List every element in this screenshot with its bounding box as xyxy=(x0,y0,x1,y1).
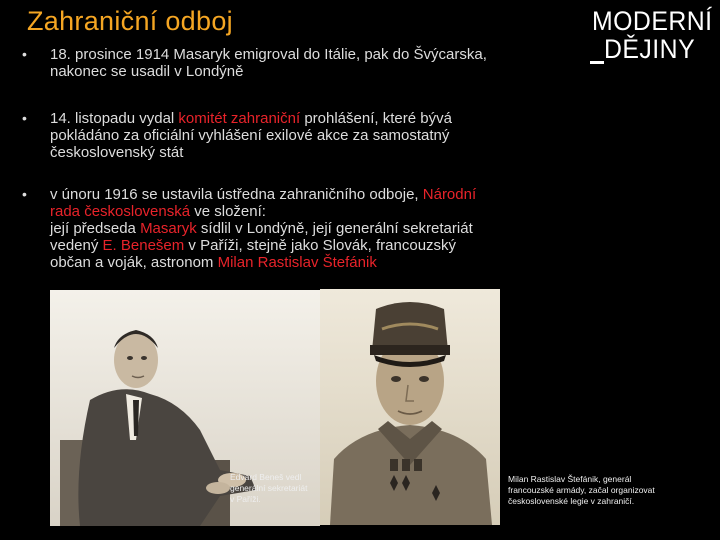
bullet-text-2 xyxy=(50,110,580,161)
slide-title: Zahraniční odboj xyxy=(27,6,233,36)
stefanik-photo xyxy=(320,289,500,525)
highlighted-text: Masaryk xyxy=(140,220,197,237)
bullet-marker-1: • xyxy=(22,46,27,62)
highlighted-text: rada československá xyxy=(50,203,191,220)
bullet-text-3 xyxy=(50,186,580,271)
body-text: 14. listopadu vydal xyxy=(50,110,179,127)
body-text: její předseda xyxy=(50,220,141,237)
moderni-dejiny-logo xyxy=(590,8,718,68)
highlighted-text: Národní xyxy=(422,186,477,203)
benes-caption: Edvard Beneš vedl generální sekretariát v Paříži. xyxy=(230,472,308,504)
body-text: ve složení: xyxy=(190,203,266,220)
bullet-marker-3: • xyxy=(22,186,27,202)
body-text: 18. prosince 1914 Masaryk emigroval do Itálie, pak do Švýcarska, xyxy=(50,46,487,63)
stefanik-caption: Milan Rastislav Štefánik, generál francouzské armády, začal organizovat československé legie v zahraničí. xyxy=(508,474,655,506)
body-text: sídlil v Londýně, její generální sekretariát xyxy=(196,220,473,237)
logo-line-1: MODERNÍ xyxy=(592,6,713,36)
body-text: pokládáno za oficiální vyhlášení exilové akce za samostatný xyxy=(50,127,450,144)
body-text: v Paříži, stejně jako Slovák, francouzský xyxy=(184,237,457,254)
body-text: vedený xyxy=(50,237,103,254)
body-text: nakonec se usadil v Londýně xyxy=(50,63,244,80)
logo-dash xyxy=(590,61,604,64)
logo-line-2: DĚJINY xyxy=(604,34,696,64)
highlighted-text: Milan Rastislav Štefánik xyxy=(217,254,377,271)
highlighted-text: komitét zahraniční xyxy=(178,110,301,127)
body-text: občan a voják, astronom xyxy=(50,254,218,271)
stefanik-portrait-illustration xyxy=(320,289,500,525)
bullet-text-1 xyxy=(50,46,580,80)
benes-photo xyxy=(50,290,320,526)
body-text: československý stát xyxy=(50,144,184,161)
bullet-marker-2: • xyxy=(22,110,27,126)
highlighted-text: E. Benešem xyxy=(102,237,185,254)
body-text: v únoru 1916 se ustavila ústředna zahraničního odboje, xyxy=(50,186,423,203)
body-text: prohlášení, které bývá xyxy=(300,110,452,127)
